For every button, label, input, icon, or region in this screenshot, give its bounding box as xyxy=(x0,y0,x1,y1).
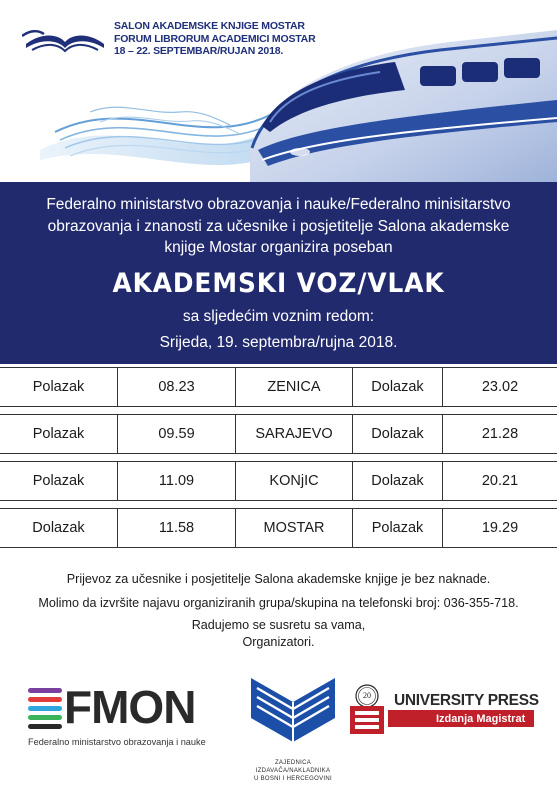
intro-line-2: obrazovanja i znanosti za učesnike i posjetitelje Salona akademske xyxy=(47,217,510,235)
note-group-booking: Molimo da izvršite najavu organiziranih grupa/skupina na telefonski broj: 036-355-718. xyxy=(38,596,519,610)
zajednica-logo xyxy=(243,672,343,782)
time-cell: 11.09 xyxy=(117,462,235,500)
intro-text xyxy=(0,194,557,259)
university-press-subtitle: Izdanja Magistrat xyxy=(436,713,526,725)
departure-arrival-label: Dolazak xyxy=(352,368,442,406)
zajednica-book-icon xyxy=(243,672,343,758)
departure-arrival-label: Polazak xyxy=(352,509,442,547)
time-cell: 21.28 xyxy=(442,415,557,453)
time-cell: 11.58 xyxy=(117,509,235,547)
university-press-logo xyxy=(348,682,538,742)
university-press-wordmark: UNIVERSITY PRESS xyxy=(394,692,539,709)
note-signature: Organizatori. xyxy=(242,635,315,649)
station-cell: ZENICA xyxy=(235,368,352,406)
departure-arrival-label: Polazak xyxy=(32,426,85,442)
table-row xyxy=(0,508,557,548)
anniversary-badge: 20 xyxy=(363,691,371,700)
table-row xyxy=(0,414,557,454)
departure-arrival-label: Polazak xyxy=(32,473,85,489)
station-cell: SARAJEVO xyxy=(235,415,352,453)
time-cell: 08.23 xyxy=(117,368,235,406)
station-cell: MOSTAR xyxy=(235,509,352,547)
date-line: Srijeda, 19. septembra/rujna 2018. xyxy=(159,334,398,351)
note-greeting: Radujemo se susretu sa vama, xyxy=(191,618,366,632)
salon-book-logo xyxy=(22,26,108,56)
salon-title xyxy=(114,20,314,58)
salon-line-2: FORUM LIBRORUM ACADEMICI MOSTAR xyxy=(114,32,316,45)
fmon-wordmark: FMON xyxy=(64,681,196,733)
time-cell: 09.59 xyxy=(117,415,235,453)
departure-arrival-label: Dolazak xyxy=(352,462,442,500)
fmon-logo xyxy=(28,682,218,752)
intro-line-1: Federalno ministarstvo obrazovanja i nauke/Federalno minisitarstvo xyxy=(46,196,511,213)
time-cell: 23.02 xyxy=(442,368,557,406)
intro-line-3: knjige Mostar organizira poseban xyxy=(164,239,393,256)
table-row xyxy=(0,461,557,501)
departure-arrival-label: Dolazak xyxy=(352,415,442,453)
subtitle: sa sljedećim voznim redom: xyxy=(182,308,375,325)
salon-line-3: 18 – 22. SEPTEMBAR/RUJAN 2018. xyxy=(114,45,284,58)
departure-arrival-label: Polazak xyxy=(32,379,85,395)
zajednica-line-1: ZAJEDNICA IZDAVAČA/NAKLADNIKA xyxy=(255,760,331,774)
note-free-transport: Prijevoz za učesnike i posjetitelje Salona akademske knjige je bez naknade. xyxy=(66,572,491,586)
page-title: AKADEMSKI VOZ/VLAK xyxy=(112,268,445,299)
zajednica-line-2: U BOSNI I HERCEGOVINI xyxy=(254,776,332,782)
fmon-stripes-icon xyxy=(28,684,64,734)
schedule-table xyxy=(0,367,557,555)
header xyxy=(0,0,557,182)
zajednica-caption xyxy=(243,759,343,783)
salon-line-1: SALON AKADEMSKE KNJIGE MOSTAR xyxy=(114,20,305,32)
station-cell: KONjIC xyxy=(235,462,352,500)
departure-arrival-label: Dolazak xyxy=(32,520,85,536)
time-cell: 19.29 xyxy=(442,509,557,547)
announcement-band xyxy=(0,182,557,364)
table-row xyxy=(0,367,557,407)
fmon-subtitle: Federalno ministarstvo obrazovanja i nauke xyxy=(28,737,206,747)
time-cell: 20.21 xyxy=(442,462,557,500)
